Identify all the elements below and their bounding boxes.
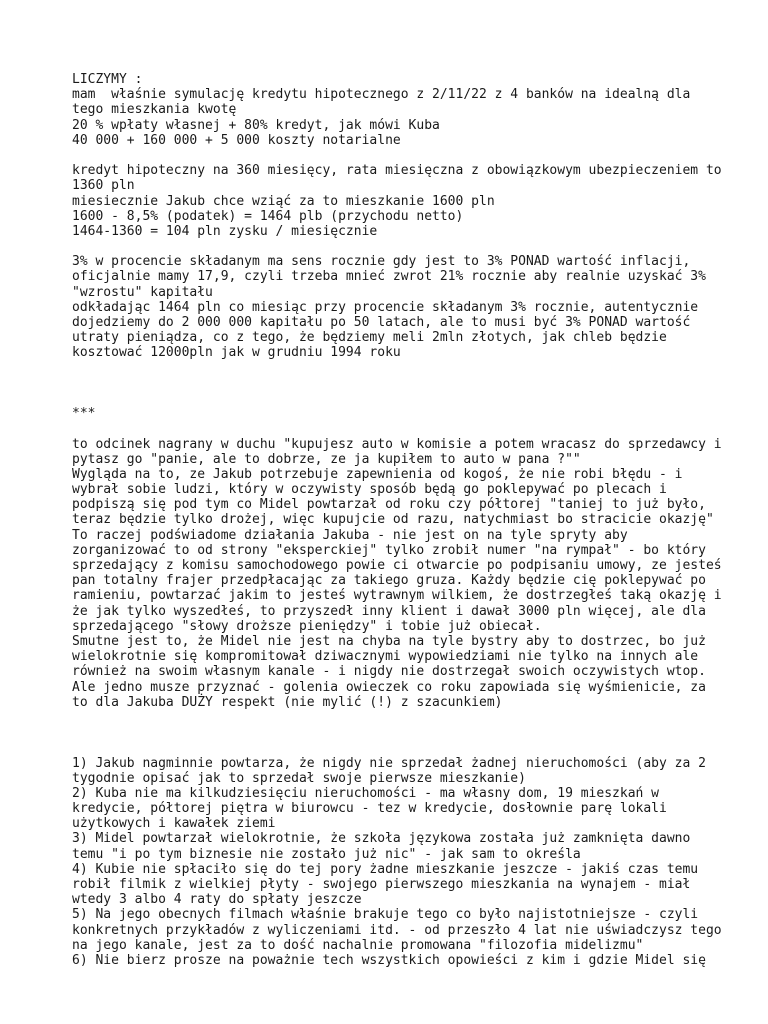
text-line: odkładając 1464 pln co miesiąc przy procencie składanym 3% rocznie, autentycznie — [72, 299, 699, 315]
text-line: 1360 pln — [72, 178, 135, 194]
text-line: Smutne jest to, że Midel nie jest na chyba na tyle bystry aby to dostrzec, bo już — [72, 633, 706, 649]
list-item-line: na jego kanale, jest za to dość nachalnie promowana "filozofia midelizmu" — [72, 937, 644, 953]
list-item-line: temu "i po tym biznesie nie zostało już nic" - jak sam to określa — [72, 846, 581, 862]
text-line: 3% w procencie składanym ma sens rocznie gdy jest to 3% PONAD wartość inflacji, — [72, 254, 691, 270]
commentary-paragraph — [72, 436, 722, 710]
list-item-line: 3) Midel powtarzał wielokrotnie, że szkoła językowa została już zamknięta dawno — [72, 831, 691, 847]
paragraph-gap — [72, 148, 712, 163]
calculation-paragraph — [72, 72, 712, 148]
list-item-line: 2) Kuba nie ma kilkudziesięciu nieruchomości - ma własny dom, 19 mieszkań w — [72, 785, 659, 801]
text-line: miesiecznie Jakub chce wziąć za to mieszkanie 1600 pln — [72, 193, 495, 209]
interest-paragraph — [72, 254, 712, 360]
paragraph-gap — [72, 421, 712, 436]
list-item-line: kredycie, półtorej piętra w biurowcu - tez w kredycie, dosłownie parę lokali — [72, 801, 667, 817]
text-line: wielokrotnie się kompromitował dziwacznymi wypowiedziami nie tylko na innych ale — [72, 649, 699, 665]
text-line: Wygląda na to, ze Jakub potrzebuje zapewnienia od kogoś, że nie robi błędu - i — [72, 466, 683, 482]
text-line: pytasz go "panie, ale to dobrze, ze ja kupiłem to auto w pana ?"" — [72, 451, 581, 467]
paragraph-gap — [72, 361, 712, 407]
text-line: zorganizować to od strony "eksperckiej" tylko zrobił numer "na rympał" - bo który — [72, 542, 706, 558]
text-line: 1600 - 8,5% (podatek) = 1464 plb (przychodu netto) — [72, 208, 464, 224]
list-item-line: tygodnie opisać jak to sprzedał swoje pierwsze mieszkanie) — [72, 770, 526, 786]
list-item-line: 6) Nie bierz prosze na poważnie tech wszystkich opowieści z kim i gdzie Midel się — [72, 952, 706, 968]
text-line: sprzedającego "słowy droższe pieniędzy" i tobie już obiecał. — [72, 618, 542, 634]
paragraph-gap — [72, 239, 712, 254]
text-line: oficjalnie mamy 17,9, czyli trzeba mnieć zwrot 21% rocznie aby realnie uzyskać 3% — [72, 269, 706, 285]
list-item-line: użytkowych i kawałek ziemi — [72, 816, 276, 832]
paragraph-gap — [72, 710, 712, 756]
text-line: 20 % wpłaty własnej + 80% kredyt, jak mówi Kuba — [72, 117, 440, 133]
list-item-line: robił filmik z wielkiej płyty - swojego pierwszego mieszkania na wynajem - miał — [72, 877, 691, 892]
text-line: mam właśnie symulację kredytu hipotecznego z 2/11/22 z 4 banków na idealną dla — [72, 87, 691, 103]
text-line: 1464-1360 = 104 pln zysku / miesięcznie — [72, 223, 378, 239]
text-line: pan totalny frajer przedpłacając za takiego gruza. Każdy będzie cię poklepywać po — [72, 573, 706, 589]
document-page — [72, 72, 722, 968]
text-line: Ale jedno musze przyznać - golenia owieczek co roku zapowiada się wyśmienicie, za — [72, 679, 706, 695]
list-item-line: 1) Jakub nagminnie powtarza, że nigdy nie sprzedał żadnej nieruchomości (aby za 2 — [72, 755, 706, 771]
text-line: wybrał sobie ludzi, który w oczywisty sposób będą go poklepywać po plecach i — [72, 482, 667, 498]
text-line: 40 000 + 160 000 + 5 000 koszty notarialne — [72, 132, 401, 148]
text-line: kosztować 12000pln jak w grudniu 1994 roku — [72, 345, 401, 361]
list-item-line: 4) Kubie nie spłaciło się do tej pory żadne mieszkanie jeszcze - jakiś czas temu — [72, 861, 699, 877]
list-item-line: konkretnych przykładów z wyliczeniami itd. - od przeszło 4 lat nie uświadczysz tego — [72, 922, 722, 938]
text-line: To raczej podświadome działania Jakuba - nie jest on na tyle spryty aby — [72, 527, 628, 543]
text-line: sprzedający z komisu samochodowego powie ci otwarcie po podpisaniu umowy, ze jesteś — [72, 558, 722, 574]
text-line: "wzrostu" kapitału — [72, 284, 213, 300]
text-line: to odcinek nagrany w duchu "kupujesz auto w komisie a potem wracasz do sprzedawcy i — [72, 436, 722, 452]
section-separator: *** — [72, 406, 96, 422]
text-line: kredyt hipoteczny na 360 miesięcy, rata miesięczna z obowiązkowym ubezpieczeniem to — [72, 163, 722, 179]
list-item-line: wtedy 3 albo 4 raty do spłaty jeszcze — [72, 892, 362, 908]
numbered-list — [72, 755, 722, 969]
text-line: że jak tylko wyszedłeś, to przyszedł inny klient i dawał 3000 pln więcej, ale dla — [72, 603, 706, 619]
text-line: utraty pieniądza, co z tego, że będziemy meli 2mln złotych, jak chleb będzie — [72, 330, 667, 346]
text-line: podpiszą się pod tym co Midel powtarzał od roku czy półtorej "taniej to już było, — [72, 497, 706, 513]
list-item-line: 5) Na jego obecnych filmach właśnie brakuje tego co było najistotniejsze - czyli — [72, 907, 699, 923]
mortgage-paragraph — [72, 163, 722, 239]
text-line: również na swoim własnym kanale - i nigdy nie dostrzegał swoich oczywistych wtop. — [72, 664, 706, 680]
text-line: LICZYMY : — [72, 72, 143, 87]
text-line: dojedziemy do 2 000 000 kapitału po 50 latach, ale to musi być 3% PONAD wartość — [72, 315, 691, 330]
text-line: to dla Jakuba DUŻY respekt (nie mylić (!) z szacunkiem) — [72, 694, 503, 710]
text-line: ramieniu, powtarzać jakim to jesteś wytrawnym wilkiem, że dostrzegłeś taką okazję i — [72, 588, 722, 604]
text-line: teraz będzie tylko drożej, więc kupujcie od razu, natychmiast bo stracicie okazję" — [72, 512, 714, 528]
text-line: tego mieszkania kwotę — [72, 102, 237, 118]
